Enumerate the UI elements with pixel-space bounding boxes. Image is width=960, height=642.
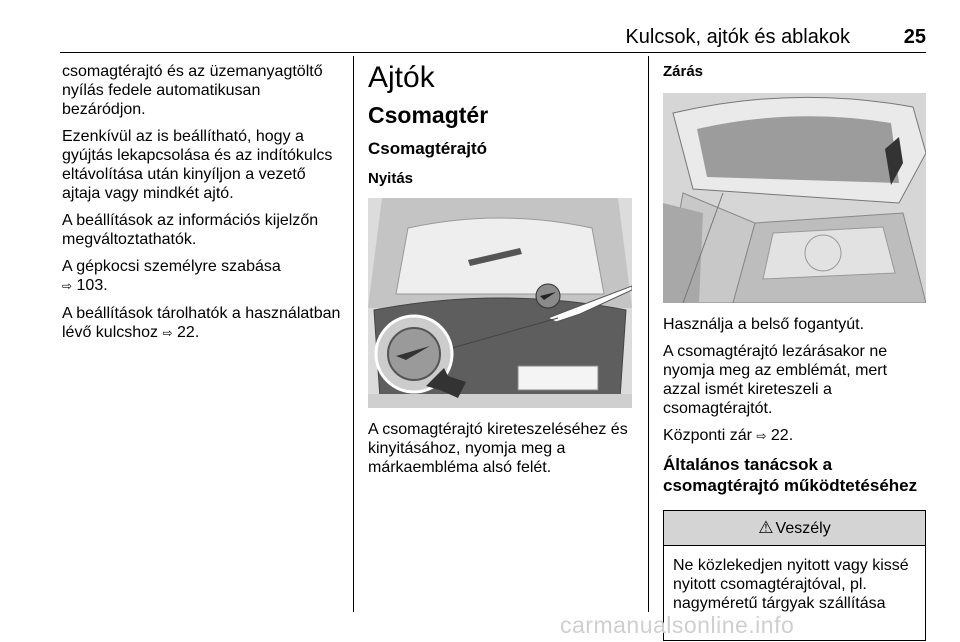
figure-caption: A csomagtérajtó kireteszeléséhez és kinyitásához, nyomja meg a márkaembléma alsó felét. [368,421,628,476]
paragraph: csomagtérajtó és az üzemanyagtöltő nyílás fedele automatikusan bezáródjon. [62,63,323,118]
column-right [663,62,926,641]
subsection-heading: Csomagtér [368,102,489,128]
page-number: 25 [903,26,926,48]
page-reference-link[interactable]: 103. [76,277,108,294]
column-divider-right [648,56,649,612]
column-divider-left [353,56,354,612]
header-rule [60,52,926,53]
page-reference-link[interactable]: 22. [770,427,794,444]
page-reference-icon: ⇨ [62,279,73,293]
open-tailgate-illustration [663,93,926,303]
warning-triangle-icon: ⚠ [758,517,774,538]
page-reference-icon: ⇨ [756,429,767,443]
chapter-title: Kulcsok, ajtók és ablakok [625,26,850,48]
danger-box-text: Ne közlekedjen nyitott vagy kissé nyitott csomagtérajtóval, pl. nagyméretű tárgyak szállítása [673,557,909,612]
procedure-heading: Nyitás [368,170,414,187]
paragraph [663,426,926,446]
paragraph-text: A beállítások tárolhatók a használatban lévő kulcshoz [62,305,341,341]
column-left [62,62,342,351]
paragraph: A beállítások az információs kijelzőn megváltoztathatók. [62,212,319,248]
topic-heading: Általános tanácsok a csomagtérajtó működtetéséhez [663,455,918,495]
procedure-heading: Zárás [663,63,704,80]
paragraph [62,257,342,296]
column-middle [368,62,634,485]
page-reference-icon: ⇨ [162,326,173,340]
tailgate-emblem-illustration [368,198,632,408]
page-reference-link[interactable]: 22. [177,324,200,341]
paragraph: Használja a belső fogantyút. [663,316,865,333]
danger-box-header [664,511,925,546]
paragraph: A csomagtérajtó lezárásakor ne nyomja meg az emblémát, mert azzal ismét kireteszeli a csomagtérajtót. [663,343,888,417]
paragraph [62,304,342,343]
paragraph: Ezenkívül az is beállítható, hogy a gyújtás lekapcsolása és az indítókulcs eltávolítása után kinyíljon a vezető ajtaja vagy mindkét ajtó. [62,128,333,202]
paragraph-text: Központi zár [663,427,752,444]
danger-box-title: Veszély [775,519,831,537]
topic-heading: Csomagtérajtó [368,139,488,158]
page-header [60,26,926,52]
section-heading: Ajtók [368,61,435,94]
watermark: carmanualsonline.info [560,612,795,638]
paragraph-text: A gépkocsi személyre szabása [62,258,281,275]
